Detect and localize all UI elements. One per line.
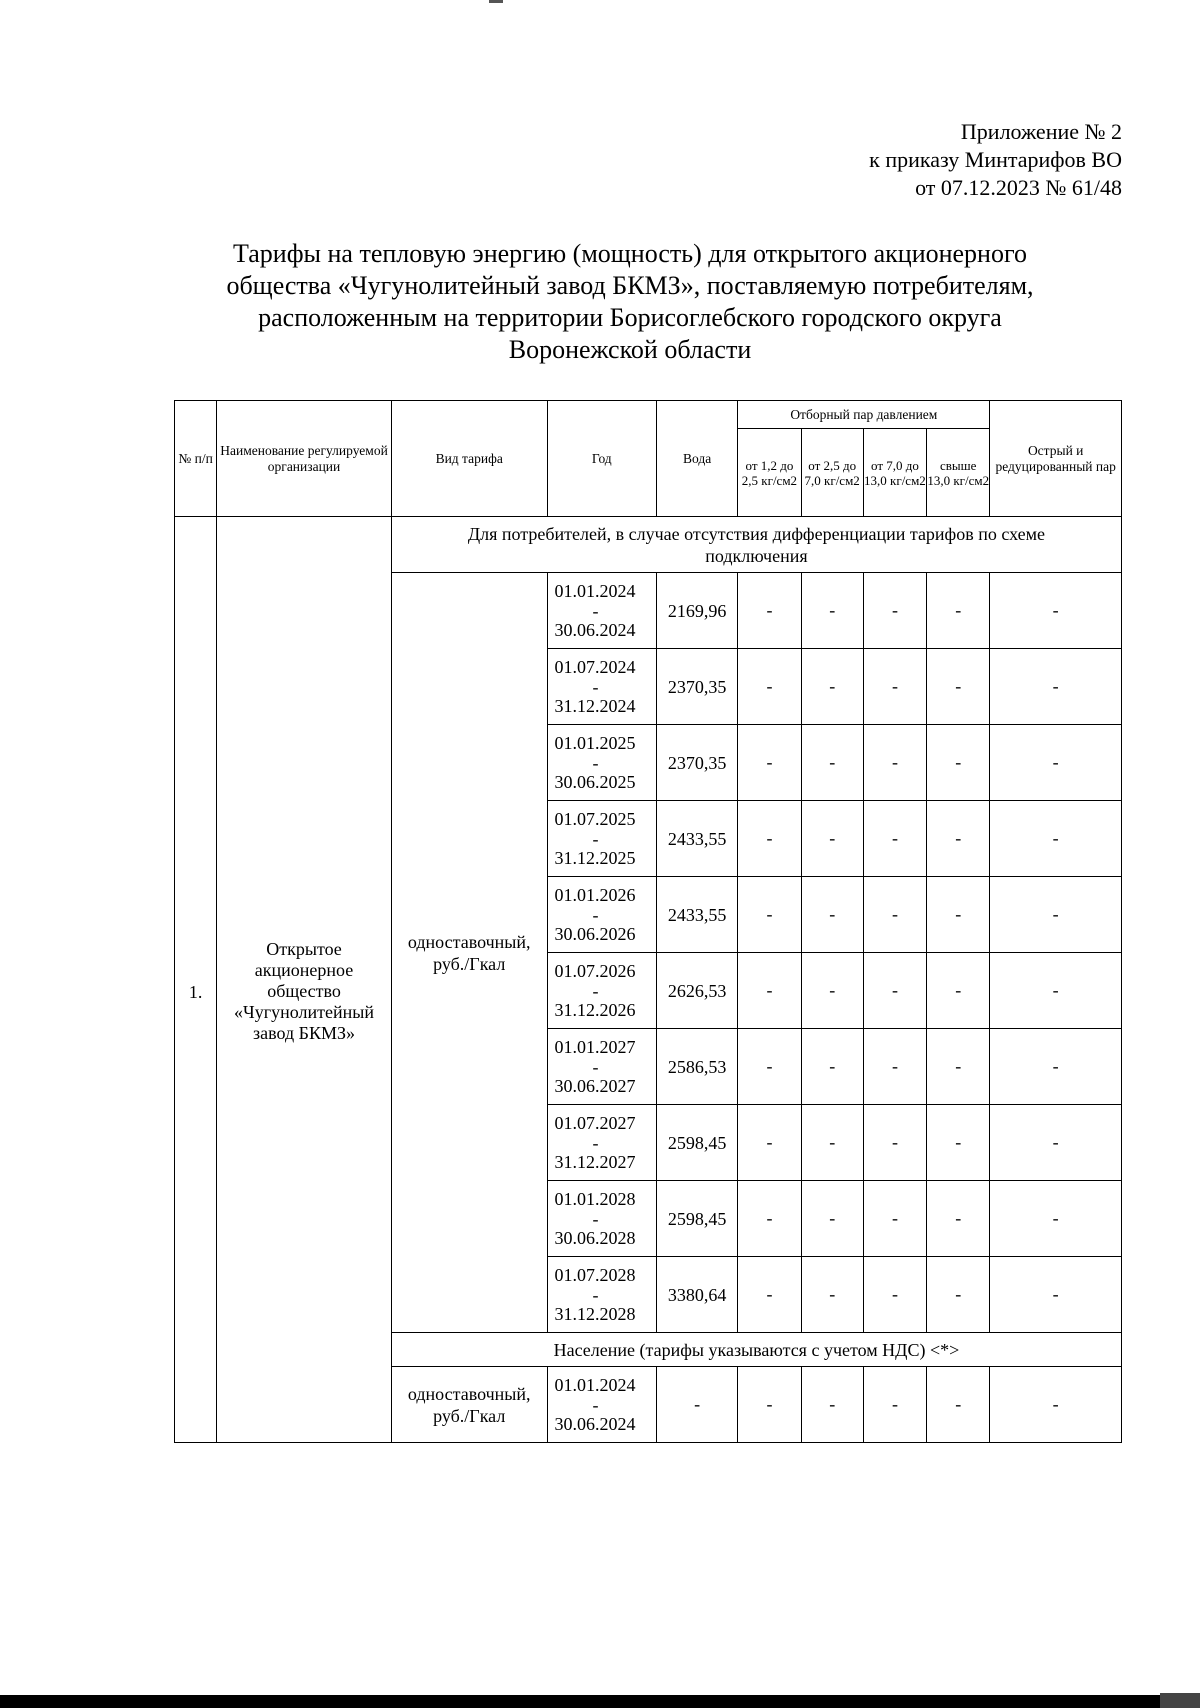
appendix-line: от 07.12.2023 № 61/48 bbox=[915, 175, 1122, 200]
period-cell bbox=[547, 725, 656, 801]
period-to: 30.06.2026 bbox=[554, 923, 636, 944]
period-from: 01.07.2024 bbox=[554, 656, 636, 677]
period-cell bbox=[547, 1029, 656, 1105]
steam-tariff: - bbox=[863, 1367, 926, 1443]
steam-tariff: - bbox=[801, 801, 863, 877]
scan-bottom-bar bbox=[0, 1695, 1200, 1708]
header-row bbox=[175, 401, 1122, 429]
steam-tariff: - bbox=[863, 877, 926, 953]
steam-tariff: - bbox=[927, 1029, 990, 1105]
period-separator: - bbox=[592, 828, 599, 849]
steam-tariff: - bbox=[738, 953, 801, 1029]
sharp-steam-tariff: - bbox=[990, 953, 1122, 1029]
section-title: Для потребителей, в случае отсутствия дифференциации тарифов по схеме подключения bbox=[391, 517, 1121, 573]
header-steam-4: свыше 13,0 кг/см2 bbox=[927, 429, 990, 517]
water-tariff: 3380,64 bbox=[656, 1257, 737, 1333]
water-tariff: 2433,55 bbox=[656, 801, 737, 877]
sharp-steam-tariff: - bbox=[990, 1029, 1122, 1105]
steam-tariff: - bbox=[738, 801, 801, 877]
section-title-row bbox=[175, 517, 1122, 573]
steam-tariff: - bbox=[738, 1367, 801, 1443]
water-tariff: - bbox=[656, 1367, 737, 1443]
sharp-steam-tariff: - bbox=[990, 801, 1122, 877]
period-separator: - bbox=[592, 600, 599, 621]
period-cell bbox=[547, 877, 656, 953]
steam-tariff: - bbox=[738, 573, 801, 649]
title-line: общества «Чугунолитейный завод БКМЗ», поставляемую потребителям, bbox=[226, 271, 1034, 300]
steam-tariff: - bbox=[927, 1105, 990, 1181]
header-tariff-type: Вид тарифа bbox=[391, 401, 547, 517]
period-separator: - bbox=[592, 1394, 599, 1415]
steam-tariff: - bbox=[738, 649, 801, 725]
steam-tariff: - bbox=[738, 877, 801, 953]
period-cell bbox=[547, 953, 656, 1029]
steam-tariff: - bbox=[801, 877, 863, 953]
water-tariff: 2586,53 bbox=[656, 1029, 737, 1105]
water-tariff: 2370,35 bbox=[656, 725, 737, 801]
steam-tariff: - bbox=[927, 649, 990, 725]
steam-tariff: - bbox=[801, 953, 863, 1029]
header-steam-2: от 2,5 до 7,0 кг/см2 bbox=[801, 429, 863, 517]
period-cell bbox=[547, 801, 656, 877]
steam-tariff: - bbox=[863, 573, 926, 649]
period-separator: - bbox=[592, 1208, 599, 1229]
header-sharp-steam: Острый и редуцированный пар bbox=[990, 401, 1122, 517]
steam-tariff: - bbox=[927, 573, 990, 649]
sharp-steam-tariff: - bbox=[990, 1367, 1122, 1443]
steam-tariff: - bbox=[863, 1181, 926, 1257]
steam-tariff: - bbox=[801, 1105, 863, 1181]
steam-tariff: - bbox=[927, 801, 990, 877]
period-cell bbox=[547, 1105, 656, 1181]
steam-tariff: - bbox=[801, 649, 863, 725]
steam-tariff: - bbox=[738, 1029, 801, 1105]
period-to: 31.12.2028 bbox=[554, 1303, 636, 1324]
steam-tariff: - bbox=[863, 1257, 926, 1333]
steam-tariff: - bbox=[738, 725, 801, 801]
section-title: Население (тарифы указываются с учетом НДС) <*> bbox=[391, 1333, 1121, 1367]
sharp-steam-tariff: - bbox=[990, 1257, 1122, 1333]
period-to: 30.06.2024 bbox=[554, 619, 636, 640]
tariff-type: одноставочный, руб./Гкал bbox=[391, 573, 547, 1333]
period-from: 01.01.2026 bbox=[554, 884, 636, 905]
steam-tariff: - bbox=[801, 1257, 863, 1333]
steam-tariff: - bbox=[863, 1105, 926, 1181]
steam-tariff: - bbox=[801, 1181, 863, 1257]
period-separator: - bbox=[592, 1056, 599, 1077]
period-from: 01.07.2026 bbox=[554, 960, 636, 981]
period-separator: - bbox=[592, 1284, 599, 1305]
period-separator: - bbox=[592, 676, 599, 697]
period-from: 01.07.2025 bbox=[554, 808, 636, 829]
document-title bbox=[170, 238, 1090, 366]
appendix-line: Приложение № 2 bbox=[960, 119, 1122, 144]
steam-tariff: - bbox=[863, 1029, 926, 1105]
scan-bottom-bar-end bbox=[1160, 1693, 1200, 1708]
water-tariff: 2626,53 bbox=[656, 953, 737, 1029]
period-cell bbox=[547, 1367, 656, 1443]
steam-tariff: - bbox=[801, 1367, 863, 1443]
sharp-steam-tariff: - bbox=[990, 877, 1122, 953]
period-cell bbox=[547, 1257, 656, 1333]
scan-mark bbox=[489, 0, 503, 3]
steam-tariff: - bbox=[738, 1105, 801, 1181]
steam-tariff: - bbox=[927, 877, 990, 953]
period-separator: - bbox=[592, 904, 599, 925]
period-from: 01.01.2027 bbox=[554, 1036, 636, 1057]
period-separator: - bbox=[592, 1132, 599, 1153]
period-to: 30.06.2027 bbox=[554, 1075, 636, 1096]
period-to: 30.06.2025 bbox=[554, 771, 636, 792]
steam-tariff: - bbox=[927, 725, 990, 801]
period-separator: - bbox=[592, 980, 599, 1001]
sharp-steam-tariff: - bbox=[990, 1181, 1122, 1257]
header-year: Год bbox=[547, 401, 656, 517]
steam-tariff: - bbox=[801, 1029, 863, 1105]
header-water: Вода bbox=[656, 401, 737, 517]
period-to: 31.12.2025 bbox=[554, 847, 636, 868]
header-steam-3: от 7,0 до 13,0 кг/см2 bbox=[863, 429, 926, 517]
appendix-line: к приказу Минтарифов ВО bbox=[869, 147, 1122, 172]
row-number: 1. bbox=[175, 517, 217, 1443]
sharp-steam-tariff: - bbox=[990, 1105, 1122, 1181]
water-tariff: 2433,55 bbox=[656, 877, 737, 953]
tariff-table bbox=[174, 400, 1122, 1443]
steam-tariff: - bbox=[801, 725, 863, 801]
steam-tariff: - bbox=[863, 649, 926, 725]
header-org: Наименование регулируемой организации bbox=[217, 401, 392, 517]
sharp-steam-tariff: - bbox=[990, 649, 1122, 725]
period-to: 30.06.2024 bbox=[554, 1413, 636, 1434]
period-to: 31.12.2027 bbox=[554, 1151, 636, 1172]
period-separator: - bbox=[592, 752, 599, 773]
tariff-type: одноставочный, руб./Гкал bbox=[391, 1367, 547, 1443]
period-to: 31.12.2024 bbox=[554, 695, 636, 716]
water-tariff: 2169,96 bbox=[656, 573, 737, 649]
sharp-steam-tariff: - bbox=[990, 725, 1122, 801]
period-to: 31.12.2026 bbox=[554, 999, 636, 1020]
steam-tariff: - bbox=[927, 1257, 990, 1333]
steam-tariff: - bbox=[738, 1181, 801, 1257]
period-cell bbox=[547, 573, 656, 649]
organization-name: Открытое акционерное общество «Чугунолитейный завод БКМЗ» bbox=[217, 517, 392, 1443]
water-tariff: 2598,45 bbox=[656, 1105, 737, 1181]
water-tariff: 2370,35 bbox=[656, 649, 737, 725]
header-num: № п/п bbox=[175, 401, 217, 517]
water-tariff: 2598,45 bbox=[656, 1181, 737, 1257]
period-from: 01.01.2024 bbox=[554, 580, 636, 601]
steam-tariff: - bbox=[863, 725, 926, 801]
header-steam-1: от 1,2 до 2,5 кг/см2 bbox=[738, 429, 801, 517]
steam-tariff: - bbox=[863, 801, 926, 877]
period-cell bbox=[547, 649, 656, 725]
appendix-reference bbox=[869, 118, 1122, 202]
title-line: Тарифы на тепловую энергию (мощность) для открытого акционерного bbox=[233, 239, 1027, 268]
period-from: 01.01.2028 bbox=[554, 1188, 636, 1209]
steam-tariff: - bbox=[927, 1367, 990, 1443]
steam-tariff: - bbox=[863, 953, 926, 1029]
steam-tariff: - bbox=[927, 1181, 990, 1257]
period-from: 01.01.2024 bbox=[554, 1374, 636, 1395]
period-from: 01.07.2027 bbox=[554, 1112, 636, 1133]
title-line: Воронежской области bbox=[508, 335, 752, 364]
period-from: 01.01.2025 bbox=[554, 732, 636, 753]
period-cell bbox=[547, 1181, 656, 1257]
steam-tariff: - bbox=[801, 573, 863, 649]
steam-tariff: - bbox=[927, 953, 990, 1029]
sharp-steam-tariff: - bbox=[990, 573, 1122, 649]
header-steam-group: Отборный пар давлением bbox=[738, 401, 990, 429]
steam-tariff: - bbox=[738, 1257, 801, 1333]
period-to: 30.06.2028 bbox=[554, 1227, 636, 1248]
title-line: расположенным на территории Борисоглебского городского округа bbox=[258, 303, 1002, 332]
period-from: 01.07.2028 bbox=[554, 1264, 636, 1285]
